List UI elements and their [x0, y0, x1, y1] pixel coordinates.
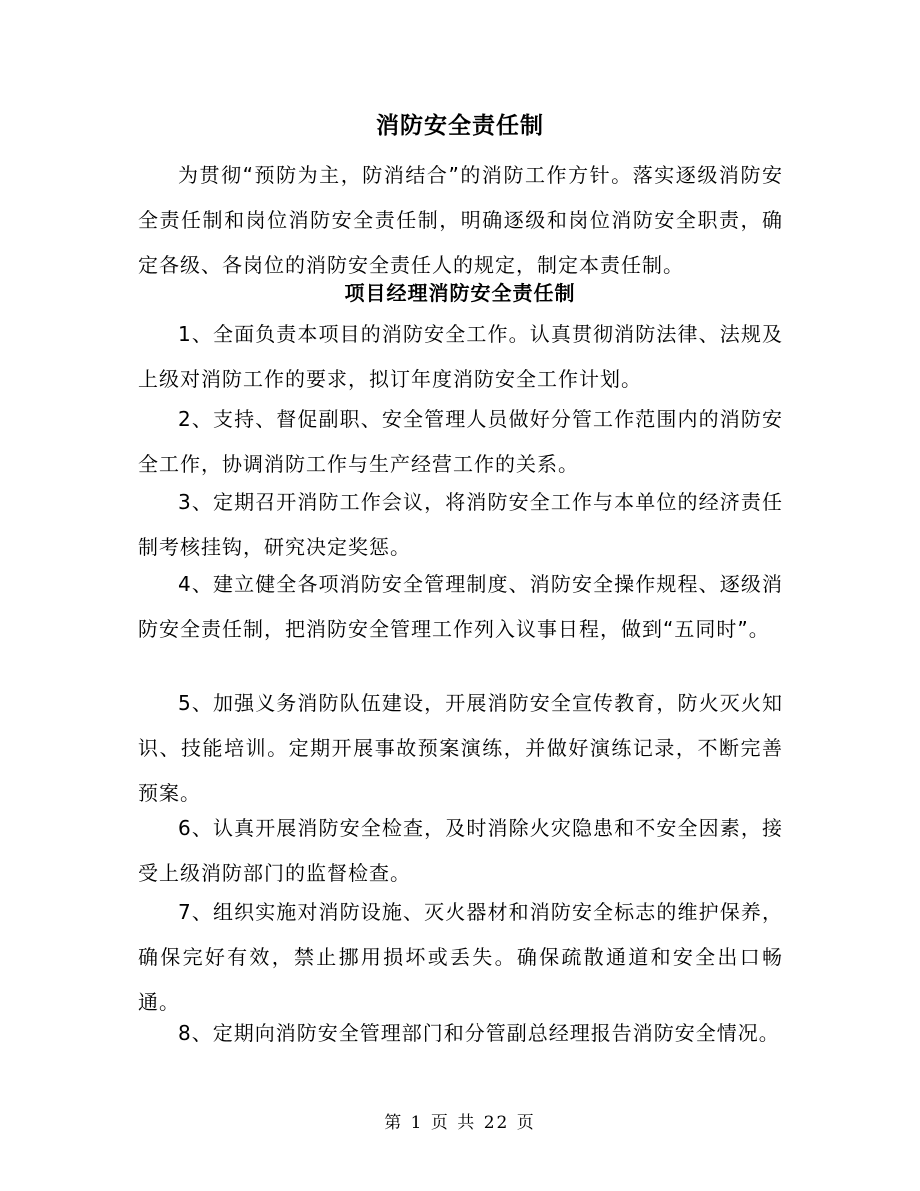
list-item: 5、加强义务消防队伍建设，开展消防安全宣传教育，防火灭火知识、技能培训。定期开展事故预案演练，并做好演练记录，不断完善预案。	[138, 691, 783, 805]
list-item: 3、定期召开消防工作会议，将消防安全工作与本单位的经济责任制考核挂钩，研究决定奖惩。	[138, 490, 783, 559]
intro-paragraph: 为贯彻“预防为主，防消结合”的消防工作方针。落实逐级消防安全责任制和岗位消防安全责任制，明确逐级和岗位消防安全职责，确定各级、各岗位的消防安全责任人的规定，制定本责任制。	[138, 163, 783, 277]
list-item: 6、认真开展消防安全检查，及时消除火灾隐患和不安全因素，接受上级消防部门的监督检查。	[138, 816, 783, 885]
section-title: 项目经理消防安全责任制	[344, 281, 576, 305]
list-item: 8、定期向消防安全管理部门和分管副总经理报告消防安全情况。	[178, 1021, 780, 1045]
page-number: 第 1 页 共 22 页	[384, 1113, 536, 1133]
list-item: 1、全面负责本项目的消防安全工作。认真贯彻消防法律、法规及上级对消防工作的要求，拟订年度消防安全工作计划。	[138, 322, 783, 391]
list-item: 2、支持、督促副职、安全管理人员做好分管工作范围内的消防安全工作，协调消防工作与生产经营工作的关系。	[138, 407, 783, 476]
document-title: 消防安全责任制	[376, 112, 544, 139]
list-item: 7、组织实施对消防设施、灭火器材和消防安全标志的维护保养，确保完好有效，禁止挪用损坏或丢失。确保疏散通道和安全出口畅通。	[138, 900, 783, 1014]
list-item: 4、建立健全各项消防安全管理制度、消防安全操作规程、逐级消防安全责任制，把消防安全管理工作列入议事日程，做到“五同时”。	[138, 572, 783, 641]
